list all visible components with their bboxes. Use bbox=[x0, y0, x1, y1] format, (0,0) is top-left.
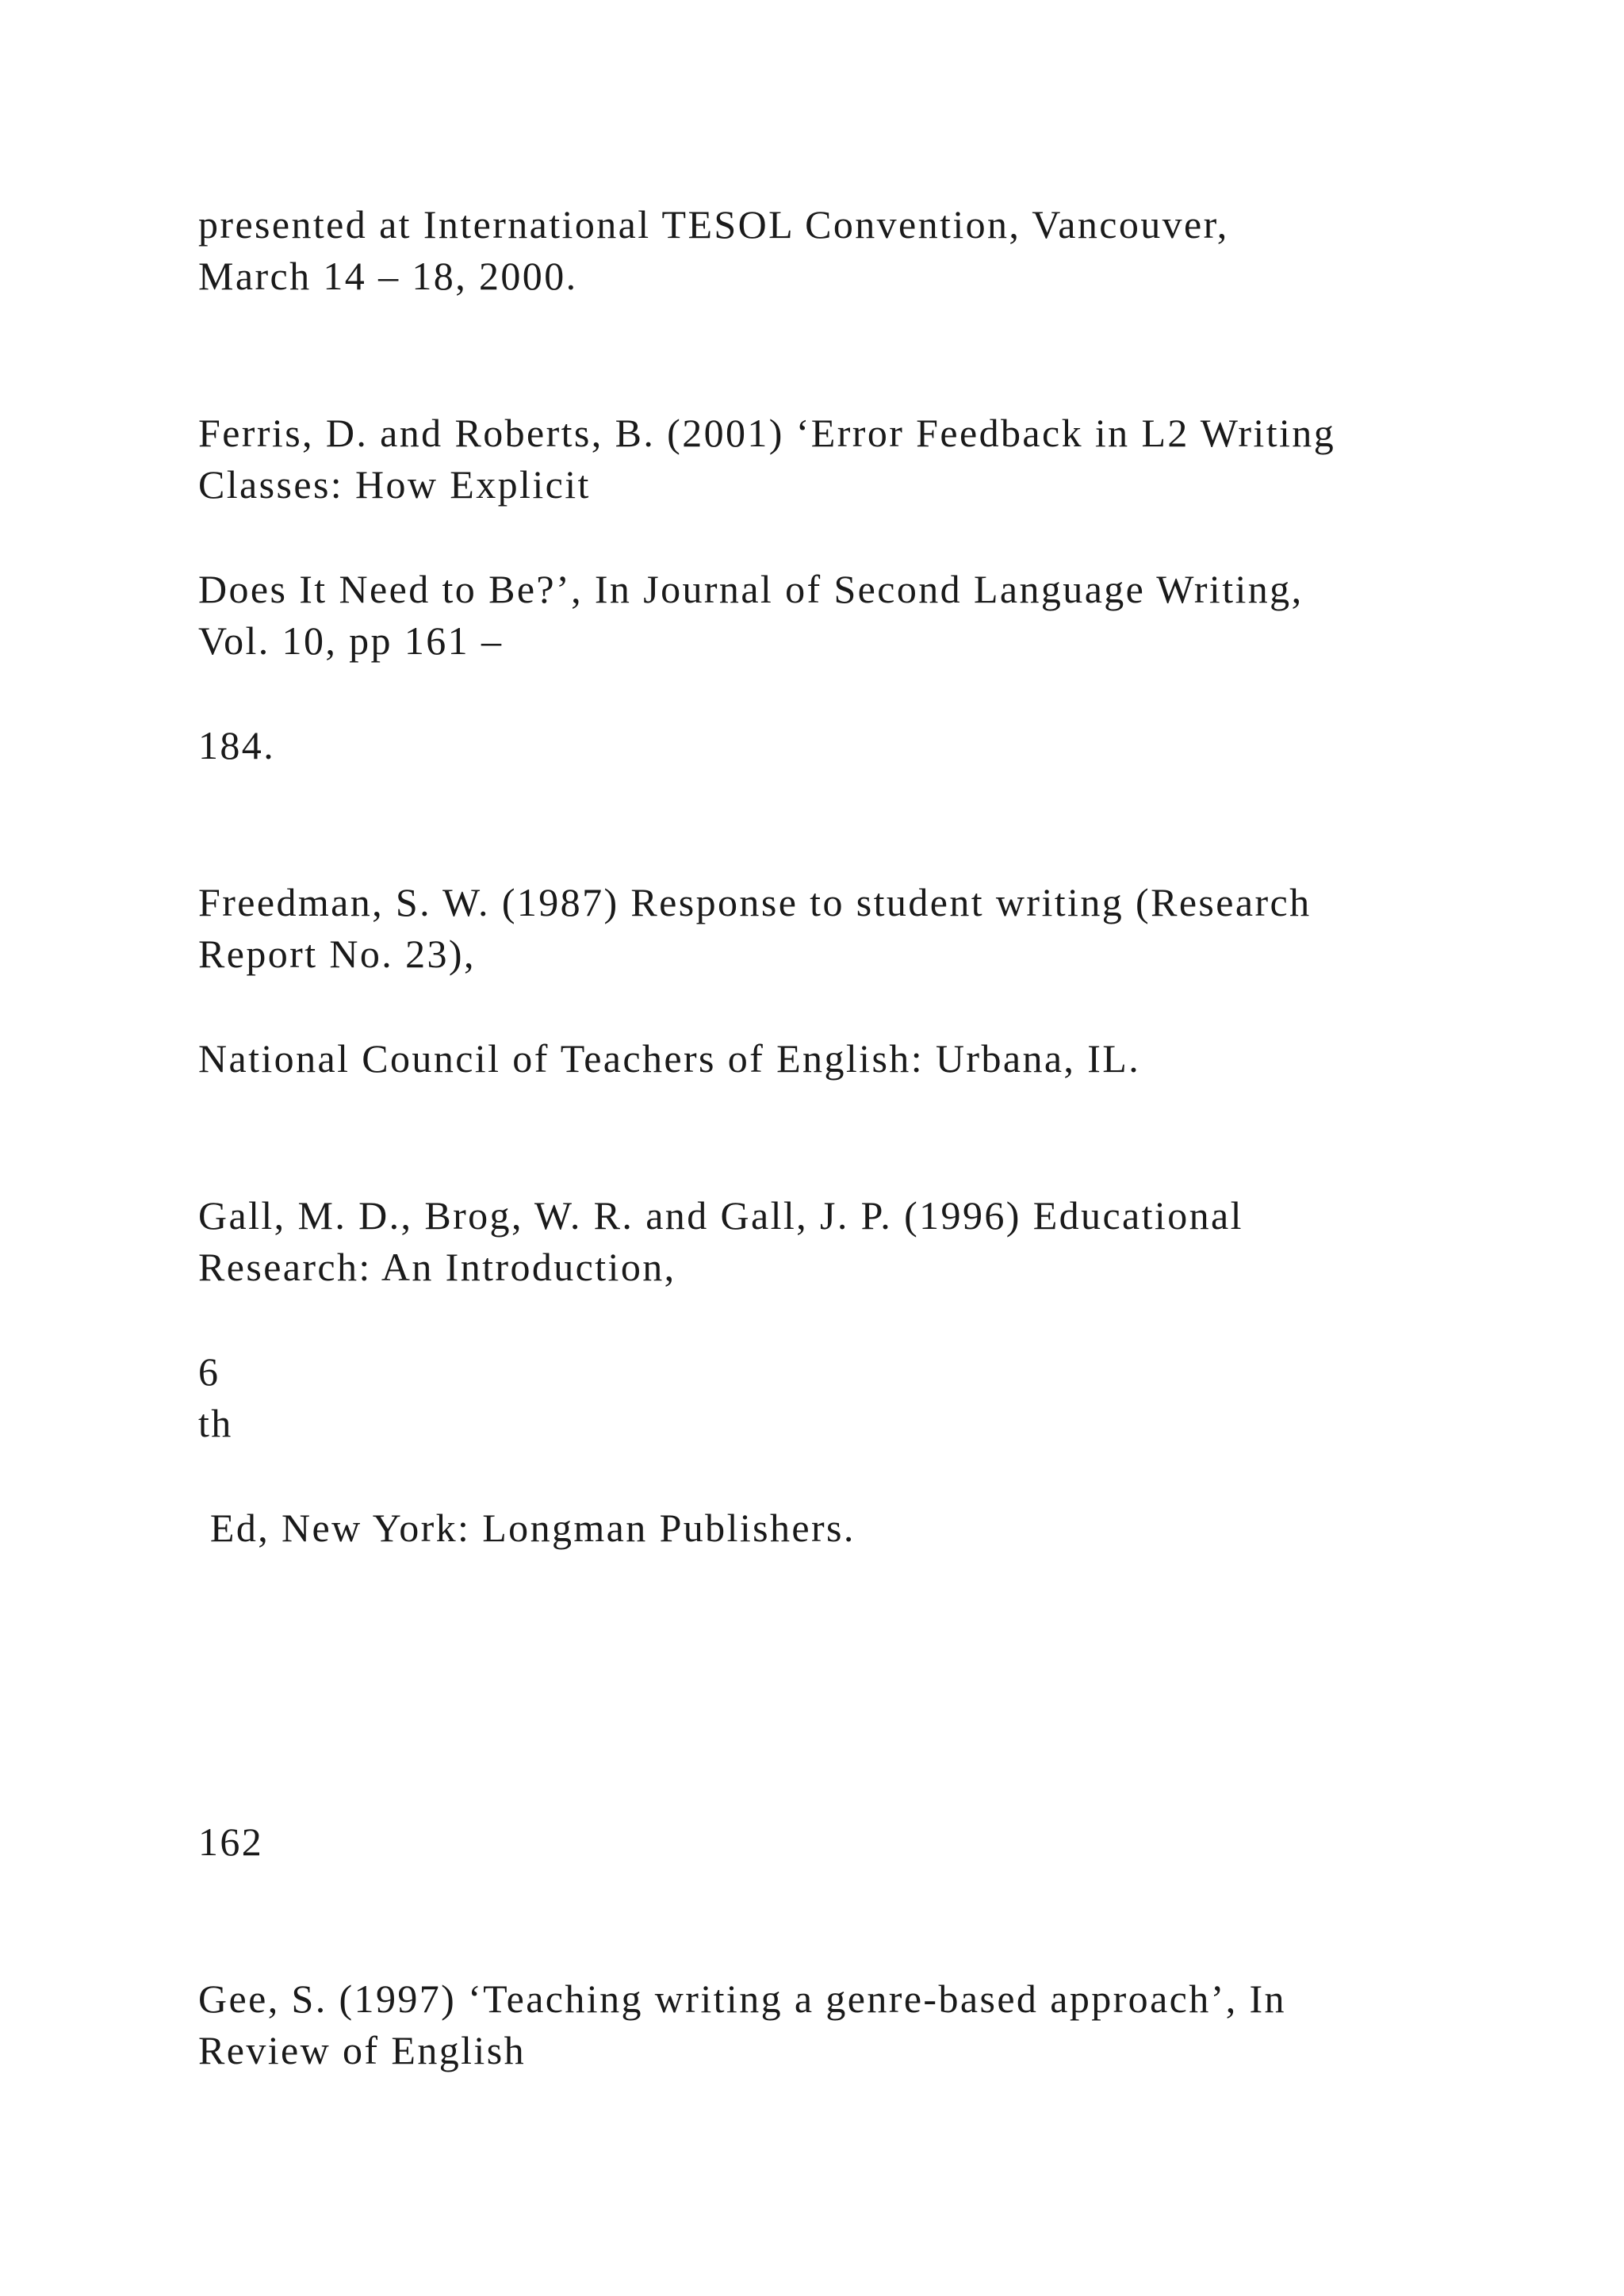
edition-ordinal-suffix: th bbox=[198, 1401, 233, 1445]
reference-line: Review of English bbox=[198, 2028, 526, 2072]
reference-line: presented at International TESOL Convention, Vancouver, bbox=[198, 202, 1229, 247]
reference-line: Gall, M. D., Brog, W. R. and Gall, J. P. (1996) Educational bbox=[198, 1193, 1243, 1238]
reference-line: Freedman, S. W. (1987) Response to student writing (Research bbox=[198, 880, 1312, 924]
reference-line: Ed, New York: Longman Publishers. bbox=[198, 1506, 856, 1550]
reference-line: 184. bbox=[198, 723, 276, 767]
reference-line: Classes: How Explicit bbox=[198, 462, 591, 507]
reference-line: March 14 – 18, 2000. bbox=[198, 254, 578, 298]
page-number: 162 bbox=[198, 1820, 264, 1864]
reference-line: Vol. 10, pp 161 – bbox=[198, 618, 504, 663]
reference-line: Research: An Introduction, bbox=[198, 1245, 676, 1289]
reference-line: Gee, S. (1997) ‘Teaching writing a genre-based approach’, In bbox=[198, 1976, 1286, 2021]
edition-number: 6 bbox=[198, 1349, 220, 1394]
reference-line: Report No. 23), bbox=[198, 932, 476, 976]
reference-line: National Council of Teachers of English: Urbana, IL. bbox=[198, 1036, 1141, 1081]
reference-line: Does It Need to Be?’, In Journal of Second Language Writing, bbox=[198, 567, 1304, 611]
reference-line: Ferris, D. and Roberts, B. (2001) ‘Error Feedback in L2 Writing bbox=[198, 411, 1336, 455]
